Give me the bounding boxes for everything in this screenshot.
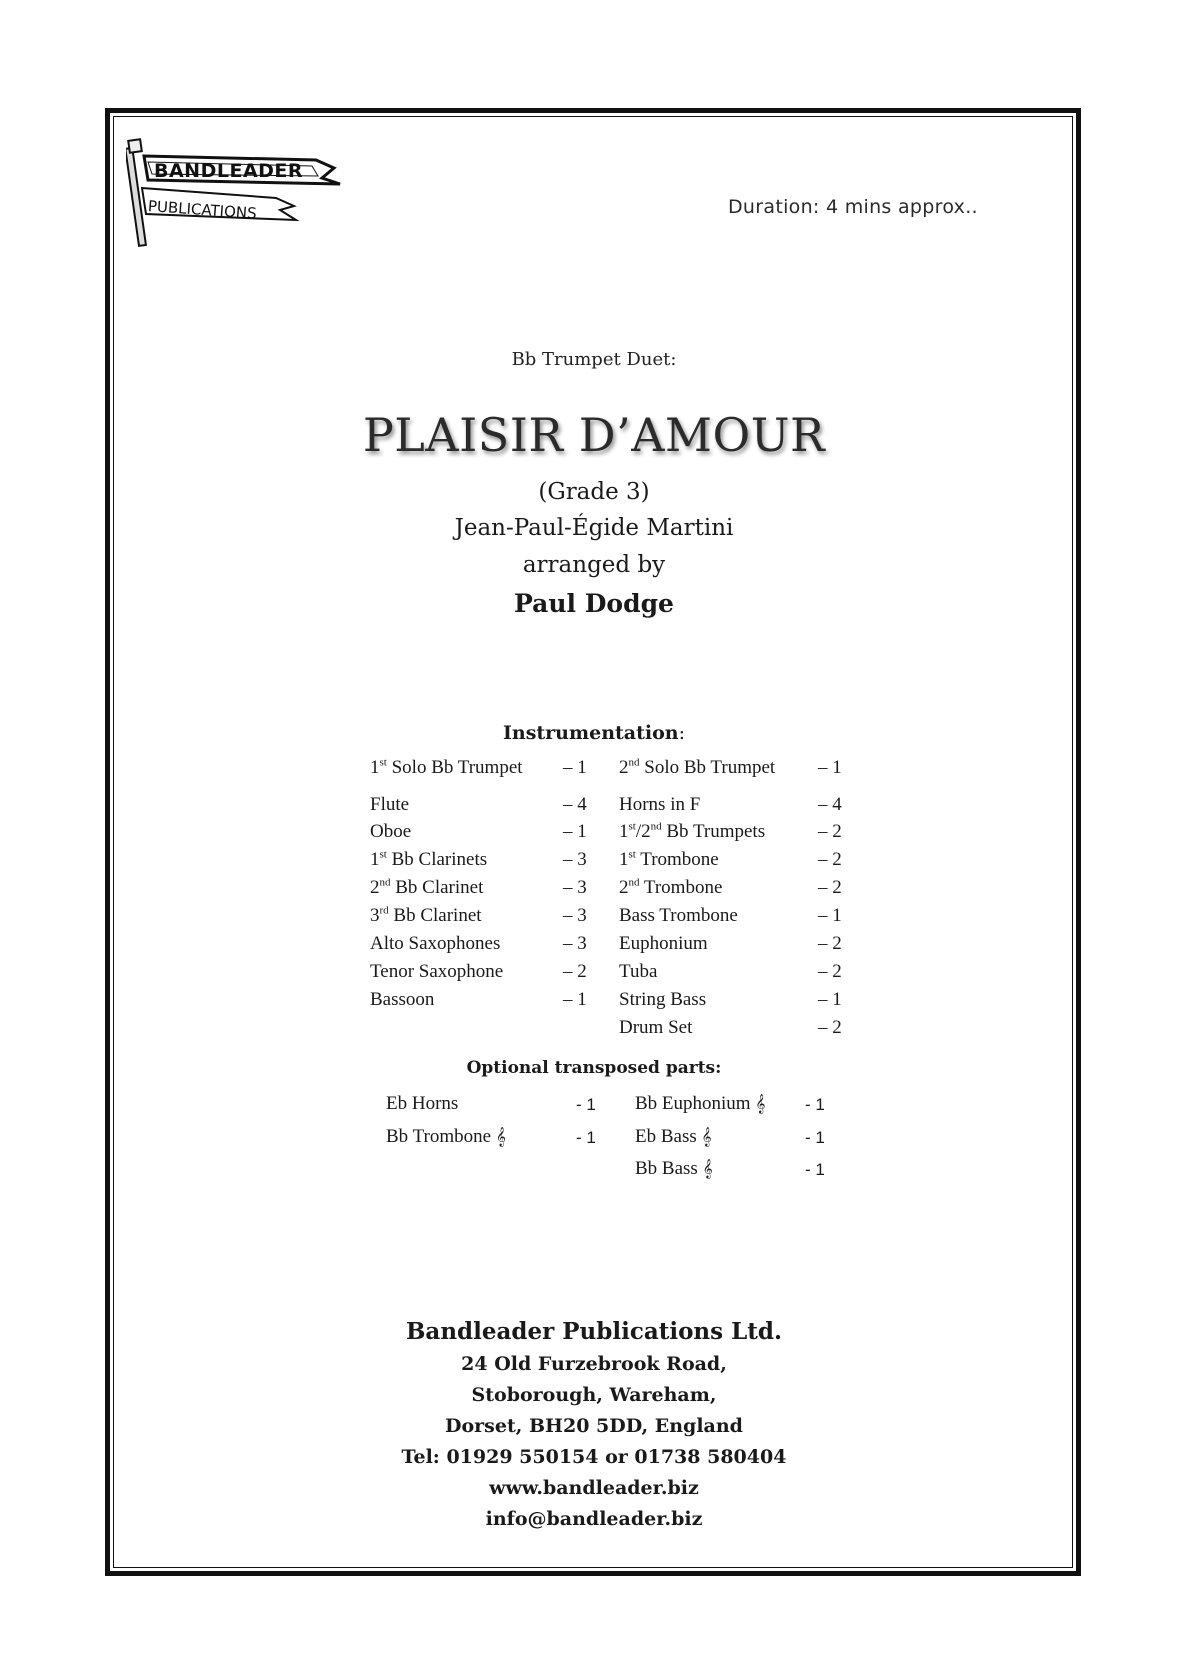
instrument-qty: – 4 [563, 794, 587, 815]
publisher-address-line: 24 Old Furzebrook Road, [461, 1353, 727, 1375]
optional-part-name: Eb Bass [635, 1126, 697, 1147]
instrument-name: 2nd Trombone [619, 876, 723, 898]
optional-parts-heading: Optional transposed parts: [466, 1058, 722, 1078]
treble-clef-icon: 𝄞 [755, 1094, 766, 1113]
optional-part-qty: - 1 [805, 1128, 825, 1147]
publisher-email-link[interactable]: info@bandleader.biz [485, 1508, 703, 1530]
grade: (Grade 3) [538, 479, 650, 505]
instrument-qty: – 2 [818, 961, 842, 982]
publisher-phone: Tel: 01929 550154 or 01738 580404 [401, 1446, 787, 1468]
optional-part-qty: - 1 [805, 1160, 825, 1179]
bandleader-logo [126, 136, 366, 248]
instrument-name: Horns in F [619, 794, 701, 815]
optional-part-name: Eb Horns [386, 1093, 459, 1114]
page-title: PLAISIR D’AMOUR [362, 408, 826, 462]
instrument-name: Tenor Saxophone [370, 961, 504, 982]
svg-text:BANDLEADER: BANDLEADER [154, 160, 304, 182]
subtitle: Bb Trumpet Duet: [511, 349, 677, 370]
instrument-qty: – 1 [818, 989, 842, 1010]
instrument-qty: – 2 [818, 1017, 842, 1038]
page-border-inner [113, 116, 1073, 1568]
instrument-name: 1st Bb Clarinets [370, 848, 488, 870]
svg-text:PUBLICATIONS: PUBLICATIONS [147, 197, 258, 223]
instrument-name: Euphonium [619, 933, 708, 954]
composer: Jean-Paul-Égide Martini [454, 515, 734, 541]
arranged-by-label: arranged by [522, 552, 666, 578]
instrument-name: Drum Set [619, 1017, 693, 1038]
instrument-name: 3rd Bb Clarinet [370, 904, 482, 926]
instrument-qty: – 1 [818, 905, 842, 926]
instrumentation-heading: Instrumentation: [503, 722, 685, 744]
optional-part-row [635, 1158, 825, 1180]
optional-part-name: Bb Bass [635, 1158, 698, 1179]
treble-clef-icon: 𝄞 [701, 1127, 712, 1146]
optional-part-row [386, 1093, 596, 1115]
publisher-address-line: Dorset, BH20 5DD, England [445, 1415, 743, 1437]
instrument-name: Flute [370, 794, 410, 815]
instrument-name: 1st/2nd Bb Trumpets [619, 820, 766, 842]
instrument-name: 1st Solo Bb Trumpet [370, 756, 523, 778]
instrument-name: String Bass [619, 989, 707, 1010]
instrument-qty: – 4 [818, 794, 842, 815]
instrument-qty: – 3 [563, 877, 587, 898]
treble-clef-icon: 𝄞 [495, 1127, 506, 1146]
optional-part-qty: - 1 [576, 1095, 596, 1114]
publisher-address-line: Stoborough, Wareham, [471, 1384, 717, 1406]
instrument-name: Alto Saxophones [370, 933, 501, 954]
instrument-name: Bassoon [370, 989, 435, 1010]
publisher-name: Bandleader Publications Ltd. [405, 1318, 782, 1345]
instrument-qty: – 1 [563, 757, 587, 778]
optional-part-name: Bb Euphonium [635, 1093, 751, 1114]
instrument-qty: – 2 [563, 961, 587, 982]
instrument-qty: – 1 [563, 989, 587, 1010]
instrument-name: 2nd Solo Bb Trumpet [619, 756, 776, 778]
optional-part-name: Bb Trombone [386, 1126, 492, 1147]
duration-text: Duration: 4 mins approx.. [728, 196, 978, 218]
instrument-qty: – 2 [818, 933, 842, 954]
optional-part-row [635, 1126, 825, 1148]
instrument-qty: – 1 [818, 757, 842, 778]
instrument-qty: – 2 [818, 849, 842, 870]
instrument-qty: – 2 [818, 877, 842, 898]
optional-part-qty: - 1 [805, 1095, 825, 1114]
instrument-name: Tuba [619, 961, 658, 982]
instrument-name: Oboe [370, 821, 412, 842]
instrument-name: Bass Trombone [619, 905, 738, 926]
instrument-qty: – 2 [818, 821, 842, 842]
instrument-name: 1st Trombone [619, 848, 719, 870]
instrument-qty: – 3 [563, 849, 587, 870]
optional-part-qty: - 1 [576, 1128, 596, 1147]
publisher-website-link[interactable]: www.bandleader.biz [489, 1477, 699, 1499]
instrument-qty: – 1 [563, 821, 587, 842]
treble-clef-icon: 𝄞 [702, 1159, 713, 1178]
optional-part-row [386, 1126, 596, 1148]
arranger-name: Paul Dodge [514, 589, 674, 618]
instrument-qty: – 3 [563, 905, 587, 926]
optional-part-row [635, 1093, 825, 1115]
instrument-qty: – 3 [563, 933, 587, 954]
instrument-name: 2nd Bb Clarinet [370, 876, 484, 898]
